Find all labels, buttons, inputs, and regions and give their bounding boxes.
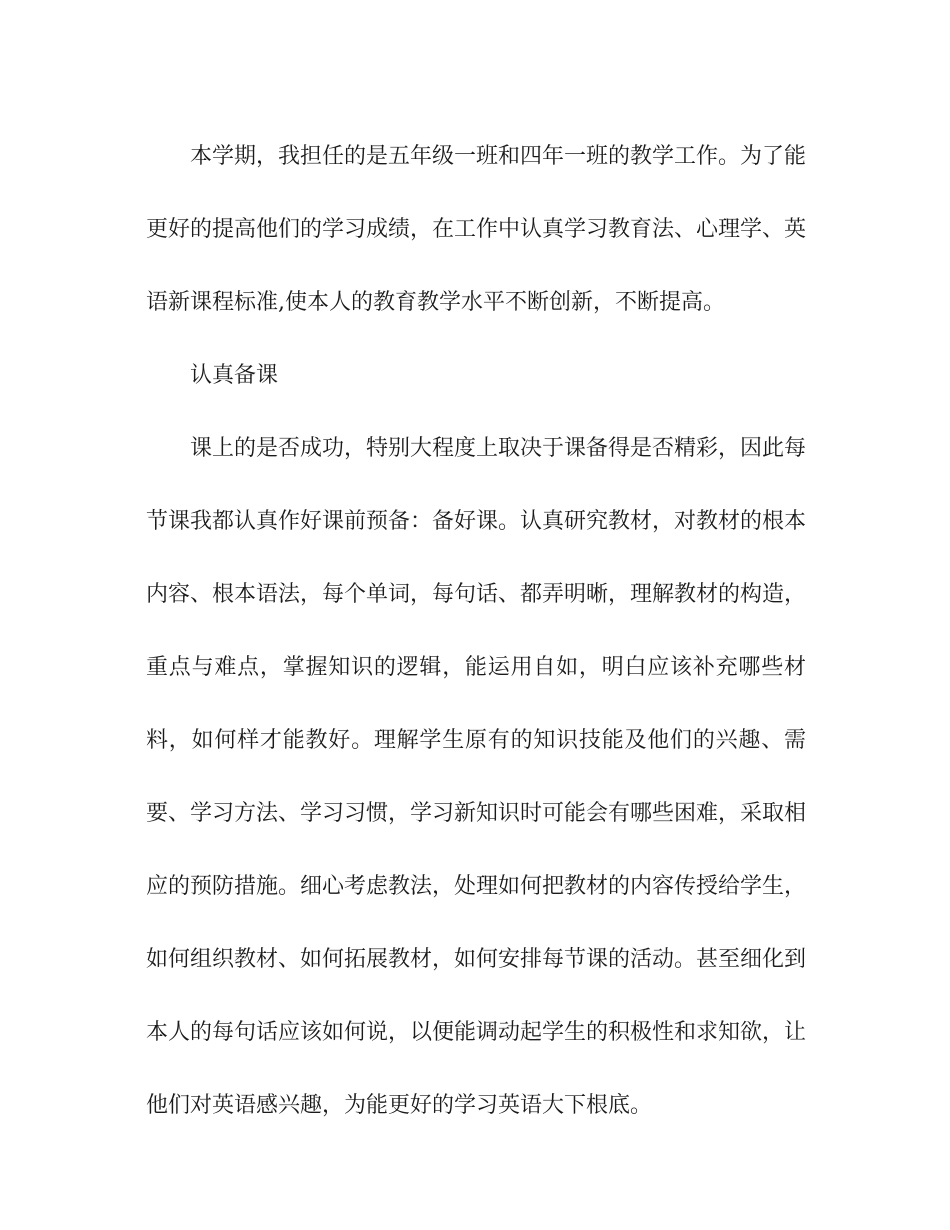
document-body [146, 120, 806, 1142]
intro-paragraph: 本学期，我担任的是五年级一班和四年一班的教学工作。为了能更好的提高他们的学习成绩，在工作中认真学习教育法、心理学、英语新课程标准,使本人的教育教学水平不断创新，不断提高。 [146, 144, 807, 315]
section-heading-lesson-prep: 认真备课 [190, 363, 279, 388]
lesson-prep-paragraph: 课上的是否成功，特别大程度上取决于课备得是否精彩，因此每节课我都认真作好课前预备：备好课。认真研究教材，对教材的根本内容、根本语法，每个单词，每句话、都弄明晰，理解教材的构造，重点与难点，掌握知识的逻辑，能运用自如，明白应该补充哪些材料，如何样才能教好。理解学生原有的知识技能及他们的兴趣、需要、学习方法、学习习惯，学习新知识时可能会有哪些困难，采取相应的预防措施。细心考虑教法，处理如何把教材的内容传授给学生，如何组织教材、如何拓展教材，如何安排每节课的活动。甚至细化到本人的每句话应该如何说，以便能调动起学生的积极性和求知欲，让他们对英语感兴趣，为能更好的学习英语大下根底。 [146, 436, 807, 1118]
